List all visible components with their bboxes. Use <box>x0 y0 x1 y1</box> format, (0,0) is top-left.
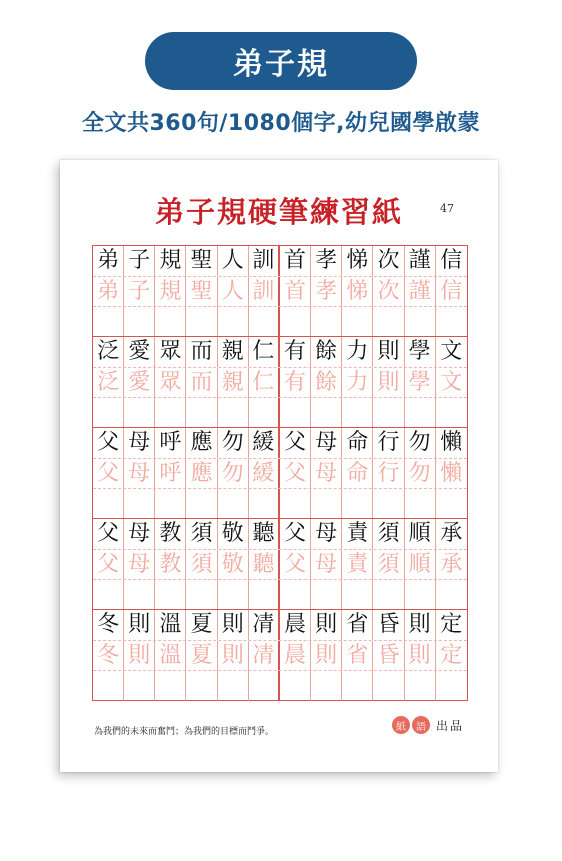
main-char-cell: 悌 <box>342 246 373 276</box>
main-char-cell: 則 <box>311 610 342 640</box>
main-char-cell: 聽 <box>249 519 280 549</box>
trace-char-cell: 學 <box>405 368 436 398</box>
writing-cell[interactable] <box>436 580 467 610</box>
main-char-cell: 命 <box>342 428 373 458</box>
trace-char-cell: 力 <box>342 368 373 398</box>
main-char-cell: 教 <box>155 519 186 549</box>
main-char-cell: 力 <box>342 337 373 367</box>
trace-char-cell: 仁 <box>249 368 280 398</box>
trace-char-cell: 規 <box>155 277 186 307</box>
main-char-cell: 呼 <box>155 428 186 458</box>
writing-cell[interactable] <box>124 580 155 610</box>
writing-cell[interactable] <box>249 307 280 337</box>
writing-cell[interactable] <box>218 580 249 610</box>
trace-char-cell: 父 <box>93 459 124 489</box>
practice-block <box>92 609 468 701</box>
trace-char-cell: 父 <box>93 550 124 580</box>
writing-cell[interactable] <box>218 398 249 428</box>
writing-cell[interactable] <box>342 671 373 701</box>
main-char-cell: 凊 <box>249 610 280 640</box>
writing-cell[interactable] <box>280 671 311 701</box>
main-char-cell: 勿 <box>405 428 436 458</box>
trace-char-cell: 勿 <box>218 459 249 489</box>
trace-char-cell: 聽 <box>249 550 280 580</box>
writing-cell[interactable] <box>311 398 342 428</box>
writing-cell[interactable] <box>93 307 124 337</box>
trace-char-cell: 母 <box>311 550 342 580</box>
trace-char-cell: 省 <box>342 641 373 671</box>
practice-block <box>92 427 468 519</box>
main-char-cell: 親 <box>218 337 249 367</box>
main-row <box>93 519 467 549</box>
main-char-cell: 則 <box>218 610 249 640</box>
trace-char-cell: 親 <box>218 368 249 398</box>
trace-char-cell: 母 <box>124 550 155 580</box>
writing-cell[interactable] <box>405 580 436 610</box>
main-char-cell: 學 <box>405 337 436 367</box>
writing-cell[interactable] <box>280 398 311 428</box>
writing-cell[interactable] <box>249 398 280 428</box>
writing-cell[interactable] <box>93 671 124 701</box>
trace-char-cell: 泛 <box>93 368 124 398</box>
main-char-cell: 定 <box>440 612 463 637</box>
main-char-cell: 父 <box>280 428 311 458</box>
trace-char-cell: 子 <box>124 277 155 307</box>
writing-cell[interactable] <box>436 398 467 428</box>
trace-char-cell: 凊 <box>249 641 280 671</box>
writing-cell[interactable] <box>218 489 249 519</box>
trace-char-cell: 定 <box>440 643 463 668</box>
writing-cell[interactable] <box>124 398 155 428</box>
trace-char-cell: 呼 <box>155 459 186 489</box>
trace-char-cell: 有 <box>280 368 311 398</box>
main-char-cell: 須 <box>186 519 217 549</box>
trace-char-cell: 弟 <box>93 277 124 307</box>
blank-row <box>93 306 467 337</box>
badge-title: 弟子規 <box>233 47 329 82</box>
trace-char-cell: 懶 <box>440 461 463 486</box>
trace-char-cell: 責 <box>342 550 373 580</box>
writing-cell[interactable] <box>311 307 342 337</box>
writing-cell[interactable] <box>186 671 217 701</box>
trace-char-cell: 冬 <box>93 641 124 671</box>
practice-block <box>92 518 468 610</box>
main-char-cell: 則 <box>405 610 436 640</box>
main-char-cell: 行 <box>373 428 404 458</box>
brand-seal-1: 紙 <box>392 716 410 734</box>
writing-cell[interactable] <box>342 398 373 428</box>
main-char-cell: 餘 <box>311 337 342 367</box>
trace-char-cell: 謹 <box>405 277 436 307</box>
blank-row <box>93 488 467 519</box>
writing-cell[interactable] <box>218 671 249 701</box>
practice-block <box>92 336 468 428</box>
writing-cell[interactable] <box>93 580 124 610</box>
writing-cell[interactable] <box>280 307 311 337</box>
trace-char-cell: 愛 <box>124 368 155 398</box>
main-char-cell: 人 <box>218 246 249 276</box>
main-char-cell: 懶 <box>440 430 463 455</box>
practice-block <box>92 245 468 337</box>
blank-row <box>93 397 467 428</box>
trace-char-cell: 應 <box>186 459 217 489</box>
main-char-cell: 則 <box>124 610 155 640</box>
trace-char-cell: 命 <box>342 459 373 489</box>
trace-char-cell: 則 <box>124 641 155 671</box>
title-badge <box>145 32 417 90</box>
trace-row <box>93 458 467 489</box>
main-char-cell: 訓 <box>249 246 280 276</box>
main-char-cell: 信 <box>440 248 463 273</box>
writing-cell[interactable] <box>405 398 436 428</box>
main-char-cell: 文 <box>440 339 463 364</box>
main-char-cell: 而 <box>186 337 217 367</box>
writing-cell[interactable] <box>373 307 404 337</box>
sheet-title: 弟子規硬筆練習紙 <box>154 195 403 229</box>
trace-char-cell: 昏 <box>373 641 404 671</box>
main-char-cell: 緩 <box>249 428 280 458</box>
writing-cell[interactable] <box>342 307 373 337</box>
writing-cell[interactable] <box>436 671 467 701</box>
main-char-cell: 規 <box>155 246 186 276</box>
main-char-cell: 勿 <box>218 428 249 458</box>
main-char-cell: 溫 <box>155 610 186 640</box>
footer-brand <box>392 716 464 734</box>
trace-char-cell: 順 <box>405 550 436 580</box>
trace-char-cell: 母 <box>124 459 155 489</box>
main-char-cell: 應 <box>186 428 217 458</box>
writing-cell[interactable] <box>93 398 124 428</box>
blank-row <box>93 670 467 701</box>
writing-cell[interactable] <box>311 671 342 701</box>
writing-cell[interactable] <box>311 580 342 610</box>
writing-cell[interactable] <box>186 580 217 610</box>
trace-row <box>93 549 467 580</box>
main-char-cell: 承 <box>440 521 463 546</box>
main-char-cell: 父 <box>93 519 124 549</box>
writing-cell[interactable] <box>373 580 404 610</box>
writing-cell[interactable] <box>155 307 186 337</box>
writing-cell[interactable] <box>155 580 186 610</box>
trace-char-cell: 須 <box>186 550 217 580</box>
footer-motto: 為我們的未來而奮鬥；為我們的目標而鬥爭。 <box>94 727 275 737</box>
main-char-cell: 順 <box>405 519 436 549</box>
trace-char-cell: 夏 <box>186 641 217 671</box>
trace-char-cell: 訓 <box>249 277 280 307</box>
trace-char-cell: 眾 <box>155 368 186 398</box>
trace-row <box>93 367 467 398</box>
writing-cell[interactable] <box>124 307 155 337</box>
main-char-cell: 父 <box>280 519 311 549</box>
writing-cell[interactable] <box>436 489 467 519</box>
writing-cell[interactable] <box>249 489 280 519</box>
writing-cell[interactable] <box>280 489 311 519</box>
brand-seal-2: 語 <box>412 716 430 734</box>
main-char-cell: 則 <box>373 337 404 367</box>
trace-char-cell: 母 <box>311 459 342 489</box>
trace-char-cell: 勿 <box>405 459 436 489</box>
main-char-cell: 母 <box>311 519 342 549</box>
main-row <box>93 610 467 640</box>
trace-char-cell: 文 <box>440 370 463 395</box>
main-char-cell: 孝 <box>311 246 342 276</box>
writing-cell[interactable] <box>186 307 217 337</box>
main-char-cell: 夏 <box>186 610 217 640</box>
writing-cell[interactable] <box>249 671 280 701</box>
trace-row <box>93 276 467 307</box>
main-row <box>93 428 467 458</box>
main-char-cell: 聖 <box>186 246 217 276</box>
main-char-cell: 母 <box>124 519 155 549</box>
writing-cell[interactable] <box>373 671 404 701</box>
main-char-cell: 愛 <box>124 337 155 367</box>
main-row <box>93 337 467 367</box>
main-char-cell: 謹 <box>405 246 436 276</box>
main-char-cell: 冬 <box>93 610 124 640</box>
trace-char-cell: 緩 <box>249 459 280 489</box>
trace-char-cell: 父 <box>280 459 311 489</box>
page-number: 47 <box>440 202 454 215</box>
trace-char-cell: 晨 <box>280 641 311 671</box>
writing-cell[interactable] <box>311 489 342 519</box>
main-char-cell: 敬 <box>218 519 249 549</box>
blank-row <box>93 579 467 610</box>
writing-cell[interactable] <box>155 489 186 519</box>
writing-cell[interactable] <box>93 489 124 519</box>
writing-cell[interactable] <box>155 398 186 428</box>
main-char-cell: 首 <box>280 246 311 276</box>
brand-text: 出品 <box>435 718 464 733</box>
trace-char-cell: 人 <box>218 277 249 307</box>
writing-cell[interactable] <box>186 398 217 428</box>
writing-cell[interactable] <box>155 671 186 701</box>
main-char-cell: 泛 <box>93 337 124 367</box>
main-char-cell: 次 <box>373 246 404 276</box>
trace-char-cell: 則 <box>218 641 249 671</box>
writing-cell[interactable] <box>405 671 436 701</box>
writing-cell[interactable] <box>249 580 280 610</box>
writing-cell[interactable] <box>218 307 249 337</box>
trace-char-cell: 首 <box>280 277 311 307</box>
main-char-cell: 省 <box>342 610 373 640</box>
writing-cell[interactable] <box>124 489 155 519</box>
writing-cell[interactable] <box>342 580 373 610</box>
writing-cell[interactable] <box>280 580 311 610</box>
main-char-cell: 晨 <box>280 610 311 640</box>
trace-char-cell: 則 <box>405 641 436 671</box>
trace-char-cell: 次 <box>373 277 404 307</box>
main-char-cell: 仁 <box>249 337 280 367</box>
main-char-cell: 有 <box>280 337 311 367</box>
main-char-cell: 母 <box>311 428 342 458</box>
trace-char-cell: 行 <box>373 459 404 489</box>
trace-char-cell: 敬 <box>218 550 249 580</box>
trace-char-cell: 信 <box>440 279 463 304</box>
writing-cell[interactable] <box>342 489 373 519</box>
writing-cell[interactable] <box>436 307 467 337</box>
main-char-cell: 子 <box>124 246 155 276</box>
writing-cell[interactable] <box>373 489 404 519</box>
trace-char-cell: 聖 <box>186 277 217 307</box>
main-char-cell: 昏 <box>373 610 404 640</box>
main-char-cell: 父 <box>93 428 124 458</box>
writing-cell[interactable] <box>405 307 436 337</box>
trace-row <box>93 640 467 671</box>
main-char-cell: 責 <box>342 519 373 549</box>
trace-char-cell: 則 <box>311 641 342 671</box>
practice-sheet <box>60 160 498 772</box>
trace-char-cell: 須 <box>373 550 404 580</box>
trace-char-cell: 承 <box>440 552 463 577</box>
writing-cell[interactable] <box>186 489 217 519</box>
practice-grid <box>92 245 468 861</box>
trace-char-cell: 餘 <box>311 368 342 398</box>
writing-cell[interactable] <box>124 671 155 701</box>
trace-char-cell: 父 <box>280 550 311 580</box>
trace-char-cell: 而 <box>186 368 217 398</box>
writing-cell[interactable] <box>405 489 436 519</box>
subtitle: 全文共360句/1080個字,幼兒國學啟蒙 <box>81 111 481 136</box>
trace-char-cell: 則 <box>373 368 404 398</box>
trace-char-cell: 悌 <box>342 277 373 307</box>
writing-cell[interactable] <box>373 398 404 428</box>
trace-char-cell: 溫 <box>155 641 186 671</box>
trace-char-cell: 教 <box>155 550 186 580</box>
main-char-cell: 母 <box>124 428 155 458</box>
main-char-cell: 眾 <box>155 337 186 367</box>
main-char-cell: 弟 <box>93 246 124 276</box>
main-char-cell: 須 <box>373 519 404 549</box>
main-row <box>93 246 467 276</box>
trace-char-cell: 孝 <box>311 277 342 307</box>
